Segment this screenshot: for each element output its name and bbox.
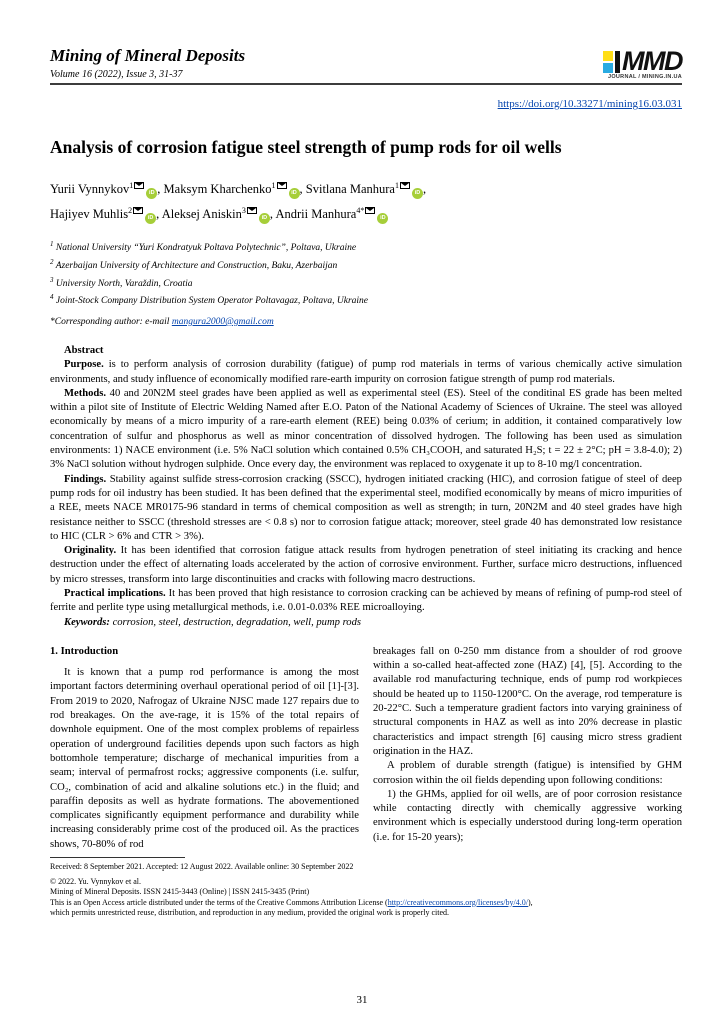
email-icon[interactable] — [365, 207, 375, 214]
journal-header — [50, 46, 682, 85]
author — [50, 182, 157, 196]
email-icon[interactable] — [400, 182, 410, 189]
abstract-text: It has been proved that high resistance to corrosion cracking can be achieved by means of refining of pump-rod steel of ferrite and perlite type using metallurgical methods, i.e. 0.01-0.03% REE microalloying. — [50, 587, 682, 614]
license-link[interactable]: http://creativecommons.org/licenses/by/4.0/ — [387, 897, 528, 907]
affiliation-sup: 2 — [50, 257, 54, 266]
mmd-logo-mark — [603, 46, 682, 76]
author — [164, 182, 300, 196]
affiliation-sup: 1 — [50, 240, 54, 249]
author-affiliation-sup: 1 — [271, 181, 276, 190]
logo-text: MMD — [622, 46, 682, 76]
article-footnote — [50, 857, 682, 919]
abstract-block — [50, 344, 682, 630]
footnote-divider — [50, 857, 185, 858]
author-separator: , — [157, 182, 164, 197]
email-icon[interactable] — [247, 207, 257, 214]
author-separator: , — [299, 182, 306, 197]
affiliation-sup: 3 — [50, 275, 54, 284]
logo-bar — [615, 51, 620, 73]
two-column-body — [50, 645, 682, 852]
abstract-label: Originality. — [64, 545, 117, 557]
received-line: Received: 8 September 2021. Accepted: 12 August 2022. Available online: 30 September 2022 — [50, 862, 354, 872]
author-affiliation-sup: 1 — [394, 181, 399, 190]
corresponding-label: *Corresponding author: e-mail — [50, 316, 172, 327]
volume-issue-line: Volume 16 (2022), Issue 3, 31-37 — [50, 69, 183, 80]
author — [275, 207, 388, 221]
abstract-text: is to perform analysis of corrosion durability (fatigue) of pump rod materials in terms of various chemically active simulation environments, and study influence of economically modified rare-earth impurity on corrosion fatigue strength of pump rod materials. — [50, 359, 682, 385]
doi-row — [50, 98, 682, 110]
keywords-line — [50, 616, 682, 630]
author-separator: , — [422, 182, 427, 197]
mmd-logo — [603, 46, 682, 80]
page-number: 31 — [356, 994, 368, 1006]
abstract-label: Practical implications. — [64, 587, 166, 599]
author-name: Andrii Manhura — [275, 207, 357, 222]
affiliation-text: Azerbaijan University of Architecture and Construction, Baku, Azerbaijan — [55, 261, 338, 272]
author — [306, 182, 423, 196]
authors-block — [50, 175, 682, 225]
author-affiliation-sup: 2 — [128, 206, 133, 216]
abstract-text: It has been identified that corrosion fatigue attack results from hydrogen penetration of steel initiating its cracking and hence destruction under the effect of alternating loads accelerated by the action of corrosive environment. Further, surface micro destructions, influenced by micro stresses, transform into large discontinuities and cracks with following macro destructions. — [50, 545, 682, 585]
author-affiliation-sup: 4* — [356, 206, 365, 216]
issn-line: Mining of Mineral Deposits. ISSN 2415-3443 (Online) | ISSN 2415-3435 (Print) — [50, 887, 310, 897]
abstract-label: Methods. — [64, 387, 107, 399]
affiliation — [50, 238, 682, 256]
author-name: Hajiyev Muhlis — [50, 207, 129, 222]
affiliation — [50, 274, 682, 292]
author-name: Maksym Kharchenko — [163, 182, 272, 197]
author — [50, 207, 156, 221]
affiliation-text: University North, Varaždin, Croatia — [55, 278, 193, 289]
logo-squares-icon — [603, 51, 613, 73]
article-title: Analysis of corrosion fatigue steel strength of pump rods for oil wells — [50, 137, 562, 157]
logo-subtext: JOURNAL / MINING.IN.UA — [607, 74, 682, 80]
orcid-icon[interactable] — [145, 213, 156, 224]
intro-paragraph: A problem of durable strength (fatigue) is intensified by GHM corrosion within the oil fields depending upon following conditions: — [373, 760, 682, 786]
abstract-text: 40 and 20N2M steel grades have been applied as well as experimental steel (ES). Steel of the conditinal ES grade has been melted within a pilot site of Institute of Electric Welding Named after E.O. Paton of the National Academy of Sciences of Ukraine. The steel was alloyed economically by means of a micro impurity of a rare-earth element (REE) being 0.03% of cerium; in addition, it contained comparatively low concentration of sulfur and phosphorus as well as minor concentration of dissolved hydrogen. The following has been used as simulation environments: 1) NACE environment (i.e. 5% NaCl solution which contained 0.5% CH₃COOH, and saturated H₂S; t = 22 ± 2°C; pH = 3.8-4.0); 2) 3% NaCl solution without hydrogen sulphide. Once every day, the environment was replaced to oxygenate it up to 8-10 mg/l concentration. — [50, 387, 683, 471]
affiliation-sup: 4 — [50, 293, 54, 302]
copyright-line: © 2022. Yu. Vynnykov et al. — [50, 876, 141, 886]
abstract-findings — [50, 473, 682, 544]
orcid-icon[interactable] — [289, 188, 300, 199]
orcid-icon[interactable] — [146, 188, 157, 199]
orcid-icon[interactable] — [259, 213, 270, 224]
journal-masthead — [50, 46, 245, 80]
author-separator: , — [269, 207, 276, 222]
license-text: This is an Open Access article distributed under the terms of the Creative Commons Attribution License ( — [50, 897, 388, 907]
affiliation — [50, 256, 682, 274]
abstract-label: Findings. — [64, 473, 107, 485]
orcid-icon[interactable] — [412, 188, 423, 199]
journal-name: Mining of Mineral Deposits — [50, 46, 246, 65]
license-line-2: which permits unrestricted reuse, distribution, and reproduction in any medium, provided the original work is properly cited. — [50, 908, 450, 918]
intro-paragraph: It is known that a pump rod performance is among the most important factors determining overhaul operational period of oil [1]-[3]. From 2019 to 2020, Nafrogaz of Ukraine NJSC made 127 repairs due to rod breakages. On the ave-rage, it is 15% of the total repairs of downhole equipment. One of the most complex problems of repairless operation of underground facilities depends upon such factors as high bottomhole temperature; discharge of mechanical impurities from a seam; interval of permafrost rocks; aggressive components (i.e. sulfur, CO₂, combination of acid and alkaline solutions etc.) in the fluid; and paraffin deposits as well as hydrate formations. The abovementioned complicates significantly equipment performance and durability while increasing considerably prime cost of the produced oil. As the practices shows, 70-80% of rod — [50, 667, 359, 850]
section-heading-introduction: 1. Introduction — [50, 645, 119, 657]
author-separator: , — [156, 207, 162, 222]
abstract-originality — [50, 544, 682, 587]
abstract-label: Purpose. — [64, 359, 104, 371]
license-line — [50, 898, 682, 909]
left-column — [50, 645, 359, 852]
affiliation-text: National University “Yuri Kondratyuk Poltava Polytechnic”, Poltava, Ukraine — [55, 243, 357, 254]
email-icon[interactable] — [277, 182, 287, 189]
author-affiliation-sup: 3 — [241, 206, 246, 216]
right-column — [373, 645, 682, 852]
author-name: Svitlana Manhura — [305, 182, 395, 197]
intro-paragraph: breakages fall on 0-250 mm distance from a shoulder of rod groove within a so-called heat-affected zone (HAZ) [4], [5]. According to the available rod manufacturing technique, ends of pump rod workpieces should be heated up to 1150-1200°C. On the average, rod temperature is 20-22°C. Such a temperature gradient factors into varying graininess of structural components in HAZ as well as into 20% decrease in plastic characteristics and impact strength [6] causing micro stress gradient origination in the HAZ. — [373, 645, 682, 757]
logo-blue-square — [603, 63, 613, 73]
email-icon[interactable] — [133, 207, 143, 214]
affiliation-text: Joint-Stock Company Distribution System Operator Poltavagaz, Poltava, Ukraine — [55, 296, 369, 307]
abstract-heading: Abstract — [64, 344, 104, 356]
abstract-practical-implications — [50, 587, 682, 616]
keywords-text: corrosion, steel, destruction, degradation, well, pump rods — [112, 616, 362, 628]
abstract-text: Stability against sulfide stress-corrosion cracking (SSCC), hydrogen initiated cracking (HIC), and corrosion fatigue of steel of deep pump rods for oil industry has been studied. It has been defined that the experimental steel, modified economically by means of micro impurities of a REE, meets NACE MR0175-96 standard in terms of chemical composition as well as strength; in turn, 20N2M and 40 steel grades have high resistance neither to SSCC (threshold stresses are < 0.8 s) nor to corrosion fatigue attack; moreover, steel grade 40 has demonstrated low resistance to HIC (CLR > 6% and CTR > 3%). — [50, 473, 682, 542]
affiliation — [50, 291, 682, 309]
abstract-methods — [50, 387, 682, 473]
corresponding-author-line — [50, 317, 682, 327]
keywords-label: Keywords: — [64, 616, 110, 628]
abstract-purpose — [50, 358, 682, 387]
doi-link[interactable]: https://doi.org/10.33271/mining16.03.031 — [497, 98, 682, 110]
author-name: Yurii Vynnykov — [50, 182, 130, 197]
corresponding-email-link[interactable]: mangura2000@gmail.com — [171, 316, 274, 327]
orcid-icon[interactable] — [377, 213, 388, 224]
affiliations-block — [50, 238, 682, 309]
intro-paragraph: 1) the GHMs, applied for oil wells, are of poor corrosion resistance while contacting directly with chemically aggressive working environment which is especially understood during long-term operation (i.e. for 15-20 years); — [373, 788, 682, 843]
author — [162, 207, 270, 221]
logo-yellow-square — [603, 51, 613, 61]
author-affiliation-sup: 1 — [129, 181, 134, 190]
author-name: Aleksej Aniskin — [161, 207, 242, 222]
license-text: ), — [527, 897, 533, 907]
email-icon[interactable] — [134, 182, 144, 189]
